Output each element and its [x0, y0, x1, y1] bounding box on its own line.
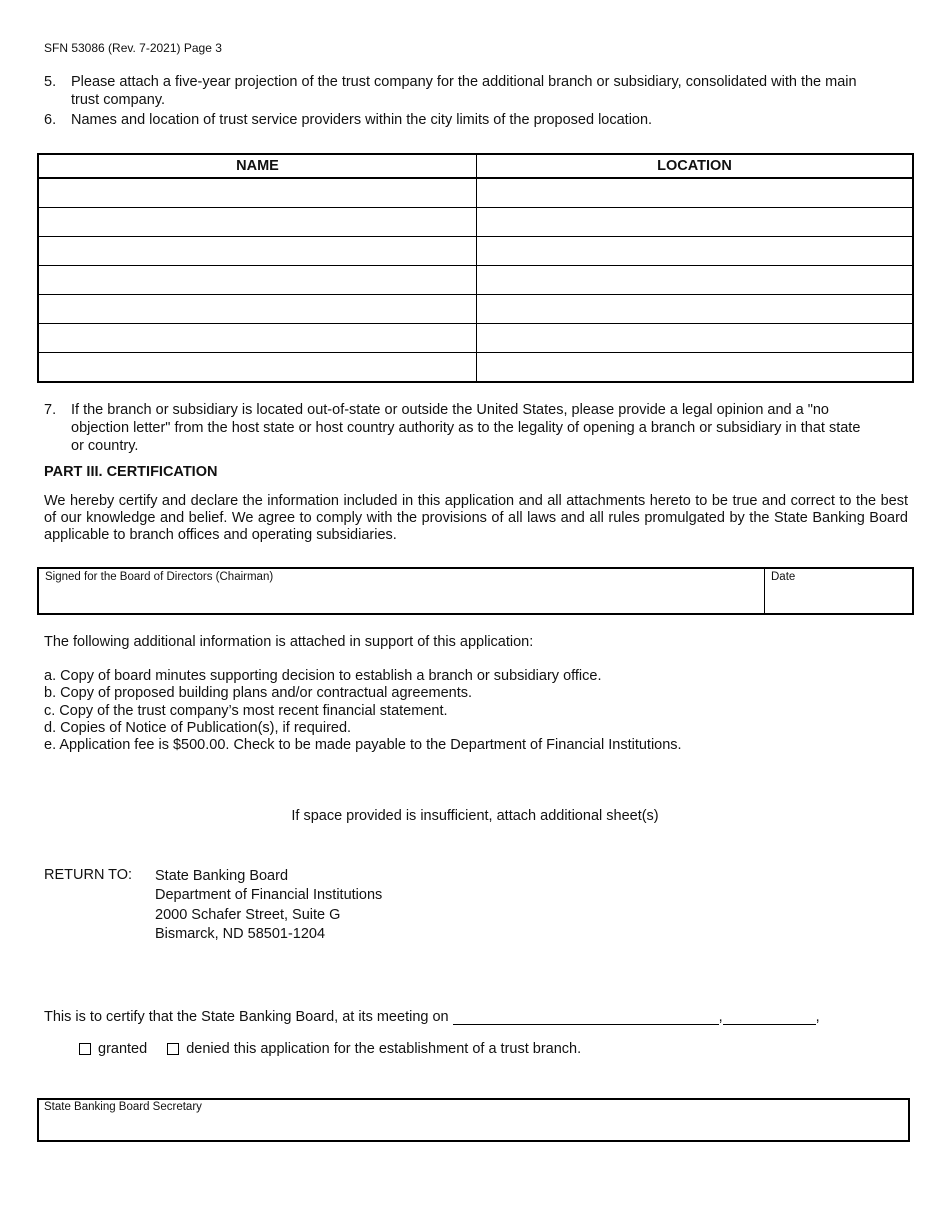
insufficient-space-note: If space provided is insufficient, attach additional sheet(s) [291, 808, 659, 824]
return-to-label: RETURN TO: [44, 867, 133, 883]
list-item: b. Copy of proposed building plans and/or contractual agreements. [44, 685, 473, 702]
item-6 [44, 111, 864, 129]
meeting-year-field[interactable] [723, 1009, 816, 1025]
list-item: e. Application fee is $500.00. Check to be made payable to the Department of Financial Institutions. [44, 737, 682, 754]
item-5-text: Please attach a five-year projection of the trust company for the additional branch or subsidiary, consolidated with the main trust company. [71, 74, 857, 108]
denied-label: denied this application for the establishment of a trust branch. [186, 1041, 582, 1057]
table-row [38, 178, 913, 208]
attachments-list [44, 668, 682, 754]
name-cell[interactable] [38, 208, 477, 237]
address-line: 2000 Schafer Street, Suite G [155, 906, 341, 923]
table-row [38, 208, 913, 237]
name-cell[interactable] [38, 178, 477, 208]
comma: , [815, 1009, 820, 1025]
signature-label: Signed for the Board of Directors (Chairman) [45, 571, 274, 583]
location-cell[interactable] [477, 178, 914, 208]
item-7-text: If the branch or subsidiary is located out-of-state or outside the United States, please provide a legal opinion and a "no objection letter" from the host state or host country authority as to the legality of opening a branch or subsidiary in that state or country. [71, 402, 861, 454]
table-row [38, 266, 913, 295]
header-location: LOCATION [477, 154, 914, 178]
form-id: SFN 53086 (Rev. 7-2021) Page 3 [44, 41, 222, 55]
location-cell[interactable] [477, 237, 914, 266]
location-cell[interactable] [477, 266, 914, 295]
item-5 [44, 73, 864, 109]
providers-table [37, 153, 914, 383]
list-item: d. Copies of Notice of Publication(s), if required. [44, 719, 352, 736]
location-cell[interactable] [477, 353, 914, 383]
location-cell[interactable] [477, 208, 914, 237]
board-certification-line [44, 1009, 820, 1025]
name-cell[interactable] [38, 295, 477, 324]
attachments-intro: The following additional information is attached in support of this application: [44, 634, 534, 650]
date-label: Date [771, 571, 796, 583]
return-address [155, 867, 382, 944]
name-cell[interactable] [38, 237, 477, 266]
item-7 [44, 401, 864, 455]
part3-title: PART III. CERTIFICATION [44, 464, 218, 480]
item-5-number: 5. [44, 74, 57, 90]
header-name: NAME [38, 154, 477, 178]
address-line: State Banking Board [155, 868, 289, 884]
meeting-date-field[interactable] [453, 1009, 719, 1025]
name-cell[interactable] [38, 266, 477, 295]
table-row [38, 295, 913, 324]
address-line: Department of Financial Institutions [155, 887, 383, 904]
secretary-label: State Banking Board Secretary [44, 1101, 202, 1113]
granted-label: granted [98, 1041, 148, 1057]
secretary-signature-field[interactable] [37, 1098, 910, 1142]
denied-checkbox[interactable] [167, 1043, 179, 1055]
list-item: a. Copy of board minutes supporting decision to establish a branch or subsidiary office. [44, 668, 602, 684]
item-6-text: Names and location of trust service providers within the city limits of the proposed location. [71, 112, 653, 128]
table-row [38, 237, 913, 266]
table-row [38, 353, 913, 383]
item-7-number: 7. [44, 402, 57, 418]
name-cell[interactable] [38, 324, 477, 353]
location-cell[interactable] [477, 324, 914, 353]
signature-box [37, 567, 914, 615]
decision-row [79, 1041, 581, 1057]
name-cell[interactable] [38, 353, 477, 383]
certification-text: We hereby certify and declare the information included in this application and all attachments hereto to be true and correct to the best of our knowledge and belief. We agree to comply with the provisions of all laws and all rules promulgated by the State Banking Board applicable to branch offices and operating subsidiaries. [44, 493, 908, 543]
location-cell[interactable] [477, 295, 914, 324]
list-item: c. Copy of the trust company’s most recent financial statement. [44, 702, 448, 719]
granted-checkbox[interactable] [79, 1043, 91, 1055]
signature-field[interactable] [39, 569, 765, 613]
table-row [38, 324, 913, 353]
board-certify-text: This is to certify that the State Banking Board, at its meeting on [44, 1009, 449, 1025]
address-line: Bismarck, ND 58501-1204 [155, 925, 326, 942]
item-6-number: 6. [44, 112, 57, 128]
date-field[interactable] [765, 569, 912, 613]
comma: , [718, 1009, 723, 1025]
